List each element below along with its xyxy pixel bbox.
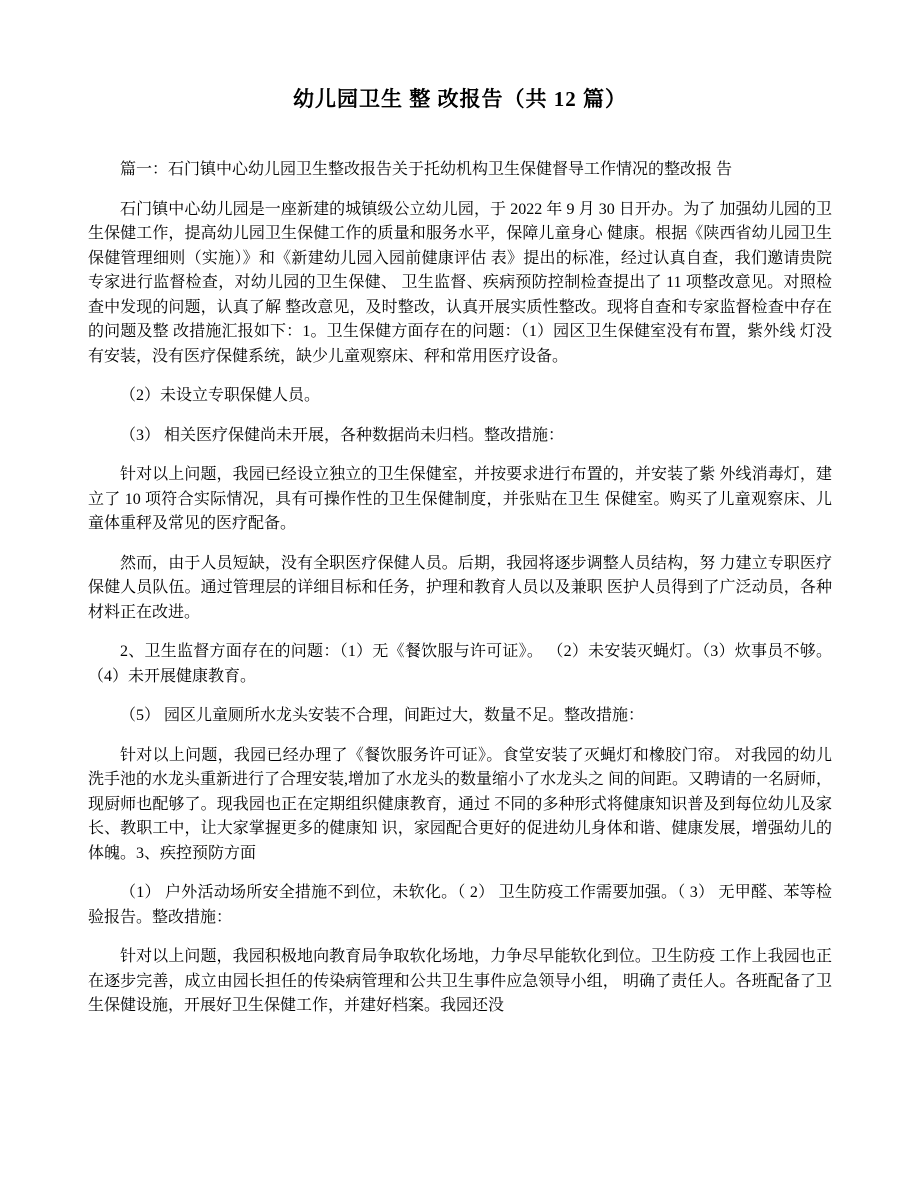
paragraph-disease-control-problems: （1） 户外活动场所安全措施不到位，未软化。（ 2） 卫生防疫工作需要加强。（ 3） 无甲醛、苯等检验报告。整改措施：	[88, 884, 832, 926]
document-title: 幼儿园卫生 整 改报告（共 12 篇）	[293, 87, 627, 111]
paragraph-supervision-measures: 针对以上问题，我园已经办理了《餐饮服务许可证》。食堂安装了灭蝇灯和橡胶门帘。 对我园的幼儿洗手池的水龙头重新进行了合理安装,增加了水龙头的数量缩小了水龙头之 间的间距。又聘请的一名厨师，现厨师也配够了。现我园也正在定期组织健康教育，通过 不同的多种形式将健康知识普及到每位幼儿及家长、教职工中，让大家掌握更多的健康知 识，家园配合更好的促进幼儿身体和谐、健康发展，增强幼儿的体魄。3、疾控预防方面	[88, 746, 833, 862]
paragraph-intro-and-health-problems: 石门镇中心幼儿园是一座新建的城镇级公立幼儿园，于 2022 年 9 月 30 日开办。为了 加强幼儿园的卫生保健工作，提高幼儿园卫生保健工作的质量和服务水平，保障儿童身心 健康。根据《陕西省幼儿园卫生保健管理细则（实施）》和《新建幼儿园入园前健康评估 表》提出的标准，经过认真自查，我们邀请贵院专家进行监督检查，对幼儿园的卫生保健、 卫生监督、疾病预防控制检查提出了 11 项整改意见。对照检查中发现的问题，认真了解 整改意见，及时整改，认真开展实质性整改。现将自查和专家监督检查中存在的问题及整 改措施汇报如下：1。卫生保健方面存在的问题：（1）园区卫生保健室没有布置，紫外线 灯没有安装，没有医疗保健系统，缺少儿童观察床、秤和常用医疗设备。	[88, 200, 832, 365]
paragraph-disease-control-measures: 针对以上问题，我园积极地向教育局争取软化场地，力争尽早能软化到位。卫生防疫 工作上我园也正在逐步完善，成立由园长担任的传染病管理和公共卫生事件应急领导小组， 明确了责任人。各班配备了卫生保健设施，开展好卫生保健工作，并建好档案。我园还没	[88, 948, 832, 1014]
paragraph-heading-pian1: 篇一：石门镇中心幼儿园卫生整改报告关于托幼机构卫生保健督导工作情况的整改报 告	[120, 161, 733, 178]
paragraph-problem-3: （3） 相关医疗保健尚未开展，各种数据尚未归档。整改措施：	[120, 426, 565, 444]
paragraph-health-measures: 针对以上问题，我园已经设立独立的卫生保健室，并按要求进行布置的，并安装了紫 外线消毒灯，建立了 10 项符合实际情况，具有可操作性的卫生保健制度，并张贴在卫生 保健室。购买了儿童观察床、儿童体重秤及常见的医疗配备。	[88, 466, 832, 532]
paragraph-supervision-problems: 2、卫生监督方面存在的问题：（1）无《餐饮服与许可证》。 （2）未安装灭蝇灯。（3）炊事员不够。（4）未开展健康教育。	[88, 643, 832, 685]
paragraph-problem-5-faucets: （5） 园区儿童厕所水龙头安装不合理，间距过大，数量不足。整改措施：	[120, 707, 645, 724]
paragraph-problem-2: （2）未设立专职保健人员。	[120, 387, 321, 404]
paragraph-staff-shortage: 然而，由于人员短缺，没有全职医疗保健人员。后期，我园将逐步调整人员结构，努 力建立专职医疗保健人员队伍。通过管理层的详细目标和任务，护理和教育人员以及兼职 医护人员得到了广泛动员，各种材料正在改进。	[88, 554, 832, 621]
